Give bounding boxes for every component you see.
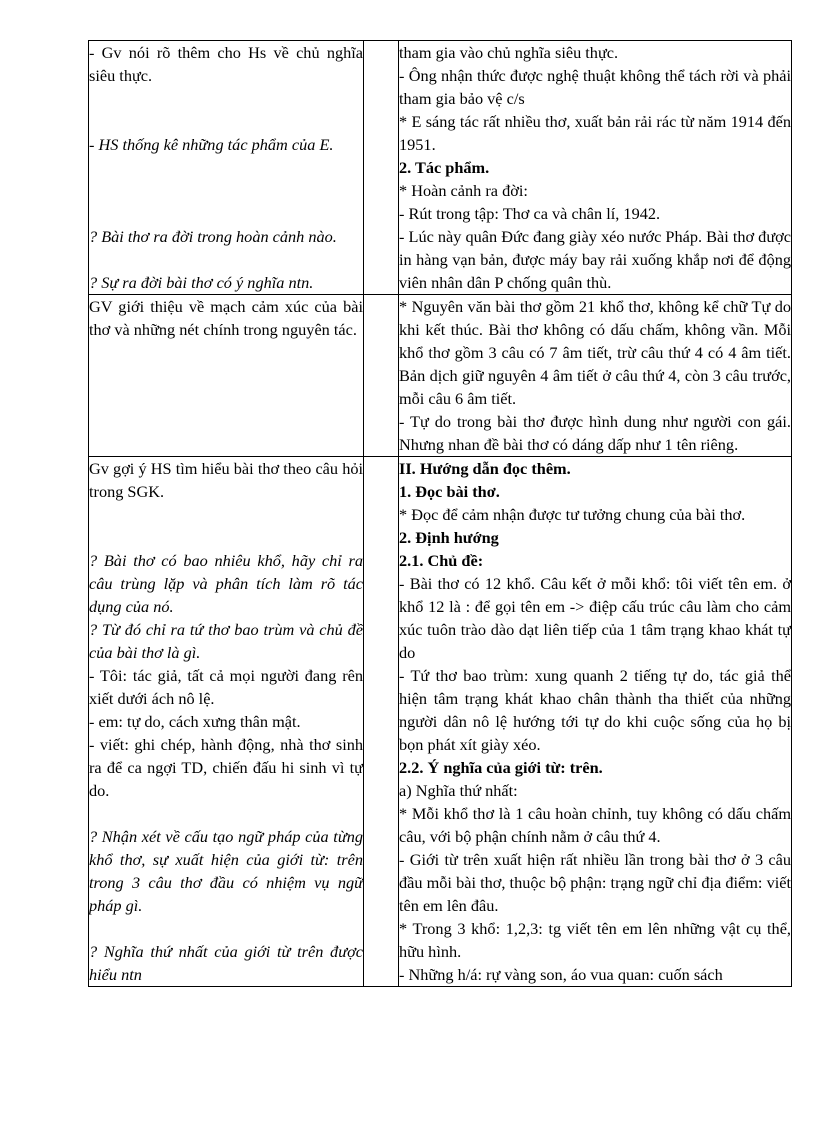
- content-text: * E sáng tác rất nhiều thơ, xuất bản rải rác từ năm 1914 đến 1951.: [399, 112, 791, 154]
- content-text: * Mỗi khổ thơ là 1 câu hoàn chỉnh, tuy không có dấu chấm câu, với bộ phận chính nằm ở câu thứ 4.: [399, 804, 791, 846]
- question-text: ? Sự ra đời bài thơ có ý nghĩa ntn.: [89, 273, 314, 292]
- question-text: ? Nghĩa thứ nhất của giới từ trên được hiểu ntn: [89, 942, 363, 984]
- section-heading: 2.1. Chủ đề:: [399, 551, 484, 570]
- table-row: [89, 41, 792, 295]
- content-text: - Lúc này quân Đức đang giày xéo nước Pháp. Bài thơ được in hàng vạn bản, được máy bay rải xuống khắp nơi để động viên nhân dân P chống quân thù.: [399, 227, 791, 292]
- content-text: * Trong 3 khổ: 1,2,3: tg viết tên em lên những vật cụ thể, hữu hình.: [399, 919, 791, 961]
- activity-text: - viết: ghi chép, hành động, nhà thơ sinh ra để ca ngợi TD, chiến đấu hi sinh vì tự do.: [89, 735, 363, 800]
- spacer-cell: [364, 41, 399, 295]
- section-heading: II. Hướng dẫn đọc thêm.: [399, 459, 571, 478]
- activity-text: - Tôi: tác giả, tất cả mọi người đang rên xiết dưới ách nô lệ.: [89, 666, 363, 708]
- section-heading: 2. Định hướng: [399, 528, 499, 547]
- content-cell: [399, 457, 792, 987]
- section-heading: 1. Đọc bài thơ.: [399, 482, 500, 501]
- content-text: - Ông nhận thức được nghệ thuật không thể tách rời và phải tham gia bảo vệ c/s: [399, 66, 791, 108]
- content-text: - Rút trong tập: Thơ ca và chân lí, 1942.: [399, 204, 661, 223]
- content-text: - Giới từ trên xuất hiện rất nhiều lần trong bài thơ ở 3 câu đầu mỗi bài thơ, thuộc bộ phận: trạng ngữ chỉ địa điểm: viết tên em lên đâu.: [399, 850, 791, 915]
- content-text: - Bài thơ có 12 khổ. Câu kết ở mỗi khổ: tôi viết tên em. ở khổ 12 là : để gọi tên em -> điệp cấu trúc câu làm cho cảm xúc tuôn trào dào dạt liên tiếp của 1 tâm trạng khao khát tự do: [399, 574, 791, 662]
- content-text: a) Nghĩa thứ nhất:: [399, 781, 518, 800]
- activity-text: - Gv nói rõ thêm cho Hs về chủ nghĩa siêu thực.: [89, 43, 363, 85]
- content-text: - Những h/á: rự vàng son, áo vua quan: cuốn sách: [399, 965, 723, 984]
- activity-text: GV giới thiệu về mạch cảm xúc của bài thơ và những nét chính trong nguyên tác.: [89, 297, 363, 339]
- teacher-activity-cell: [89, 41, 364, 295]
- teacher-activity-cell: [89, 295, 364, 457]
- table-row: [89, 457, 792, 987]
- content-text: tham gia vào chủ nghĩa siêu thực.: [399, 43, 619, 62]
- content-text: - Tự do trong bài thơ được hình dung như người con gái. Nhưng nhan đề bài thơ có dáng dấp như 1 tên riêng.: [399, 412, 791, 454]
- question-text: ? Bài thơ có bao nhiêu khổ, hãy chỉ ra câu trùng lặp và phân tích làm rõ tác dụng của nó.: [89, 551, 363, 616]
- lesson-table: [88, 40, 792, 987]
- content-text: * Đọc để cảm nhận được tư tưởng chung của bài thơ.: [399, 505, 746, 524]
- activity-text: Gv gợi ý HS tìm hiểu bài thơ theo câu hỏi trong SGK.: [89, 459, 363, 501]
- question-text: ? Từ đó chỉ ra tứ thơ bao trùm và chủ đề của bài thơ là gì.: [89, 620, 363, 662]
- content-text: - Tứ thơ bao trùm: xung quanh 2 tiếng tự do, tác giả thể hiện tâm trạng khát khao chân thành tha thiết của những người dân nô lệ hướng tới tự do khi cuộc sống của họ bị bọn phát xít giày xéo.: [399, 666, 791, 754]
- section-heading: 2. Tác phẩm.: [399, 158, 490, 177]
- teacher-activity-cell: [89, 457, 364, 987]
- question-text: ? Bài thơ ra đời trong hoàn cảnh nào.: [89, 227, 337, 246]
- section-heading: 2.2. Ý nghĩa của giới từ: trên.: [399, 758, 603, 777]
- content-text: * Nguyên văn bài thơ gồm 21 khổ thơ, không kể chữ Tự do khi kết thúc. Bài thơ không có dấu chấm, không vần. Mỗi khổ thơ gồm 3 câu có 7 âm tiết, trừ câu thứ 4 có 4 âm tiết. Bản dịch giữ nguyên 4 âm tiết ở câu thứ 4, còn 3 câu trước, mỗi câu 6 âm tiết.: [399, 297, 791, 408]
- activity-text: - em: tự do, cách xưng thân mật.: [89, 712, 301, 731]
- spacer-cell: [364, 295, 399, 457]
- question-text: - HS thống kê những tác phẩm của E.: [89, 135, 334, 154]
- content-cell: [399, 295, 792, 457]
- content-cell: [399, 41, 792, 295]
- table-row: [89, 295, 792, 457]
- question-text: ? Nhận xét về cấu tạo ngữ pháp của từng khổ thơ, sự xuất hiện của giới từ: trên trong 3 câu thơ đầu có nhiệm vụ ngữ pháp gì.: [89, 827, 363, 915]
- content-text: * Hoàn cảnh ra đời:: [399, 181, 528, 200]
- spacer-cell: [364, 457, 399, 987]
